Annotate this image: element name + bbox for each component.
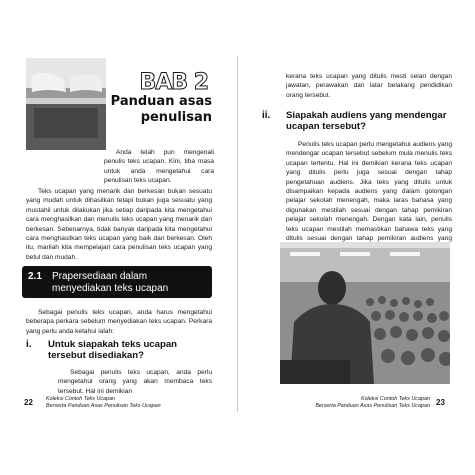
chapter-photo-hands-at-podium bbox=[26, 58, 106, 150]
page-number-left: 22 bbox=[24, 398, 33, 407]
question-2-body bbox=[286, 140, 452, 253]
paragraph-1: Teks ucapan yang menarik dan berkesan bukan sesuatu yang mudah untuk dihasilkan tetapi bukan juga sesuatu yang mustahil untuk dilakukan jika setiap daripada kita mengetahui cara menghasilkan dan menulis teks ucapan yang menarik dan berkesan. Sebenarnya, tidak banyak daripada kita mengetahui cara menghasilkan teks ucapan yang baik dan berkesan. Oleh itu, marilah kita mempelajari cara penulisan teks ucapan yang betul dan mudah. bbox=[26, 188, 212, 261]
question-2-title: Siapakah audiens yang mendengar ucapan tersebut? bbox=[286, 110, 447, 132]
question-1-body bbox=[58, 368, 212, 396]
footer-left-line-1: Koleksi Contoh Teks Ucapan bbox=[46, 396, 116, 402]
footer-right-line-1: Koleksi Contoh Teks Ucapan bbox=[360, 396, 430, 402]
chapter-title: Panduan asas penulisan bbox=[110, 94, 212, 125]
footer-right bbox=[286, 396, 430, 410]
section-title: Prapersediaan dalam menyediakan teks ucapan bbox=[52, 271, 169, 294]
question-1-title: Untuk siapakah teks ucapan tersebut disediakan? bbox=[48, 339, 178, 361]
footer-right-line-2: Berserta Panduan Asas Penulisan Teks Ucapan bbox=[315, 403, 430, 409]
question-2-label: ii. bbox=[262, 110, 271, 121]
chapter-intro bbox=[104, 148, 214, 186]
section-heading-bar bbox=[22, 266, 212, 298]
intro-paragraph: Anda telah pun mengenali penulis teks ucapan. Kini, tiba masa untuk anda mengetahui cara penulisan teks ucapan. bbox=[104, 149, 214, 185]
body-text-left bbox=[26, 187, 212, 262]
section-number: 2.1 bbox=[28, 271, 42, 282]
question-1-label: i. bbox=[26, 339, 32, 350]
speaker-audience-photo bbox=[280, 242, 450, 384]
footer-left-line-2: Berserta Panduan Asas Penulisan Teks Ucapan bbox=[46, 403, 161, 409]
question-2-text: Penulis teks ucapan perlu mengetahui audiens yang mendengar ucapan tersebut sebelum mula menulis teks ucapan tertentu. Hal ini demikian kerana teks ucapan yang ditulis perlu juga sesuai dengan tahap pengetahuan audiens. Jika teks yang ditulis untuk disampaikan kepada audiens yang dalam golongan pelajar sekolah menengah, maka laras bahasa yang digunakan mestilah sesuai dengan tahap pemikiran pelajar sekolah menengah. Dengan kata lain, penulis teks ucapan mestilah memastikan bahawa teks yang ditulis sesuai dengan tahap pemikiran audiens yang bbox=[286, 141, 452, 243]
body-text-left-2 bbox=[26, 308, 212, 336]
left-page bbox=[0, 0, 237, 475]
chapter-label: BAB 2 bbox=[139, 70, 208, 95]
continuation-paragraph: kerana teks ucapan yang ditulis mesti selari dengan jawatan, perawakan dan latar belakang pendidikan orang tersebut. bbox=[286, 73, 452, 99]
question-1-text: Sebagai penulis teks ucapan, anda perlu mengetahui orang yang akan membaca teks tersebut. Hal ini demikian bbox=[58, 369, 212, 395]
footer-left bbox=[46, 396, 196, 410]
page-number-right: 23 bbox=[436, 398, 445, 407]
body-text-right-top bbox=[286, 72, 452, 100]
paragraph-2: Sebagai penulis teks ucapan, anda harus mengetahui beberapa perkara sebelum menyediakan teks ucapan. Perkara yang perlu anda ketahui ialah: bbox=[26, 309, 212, 335]
